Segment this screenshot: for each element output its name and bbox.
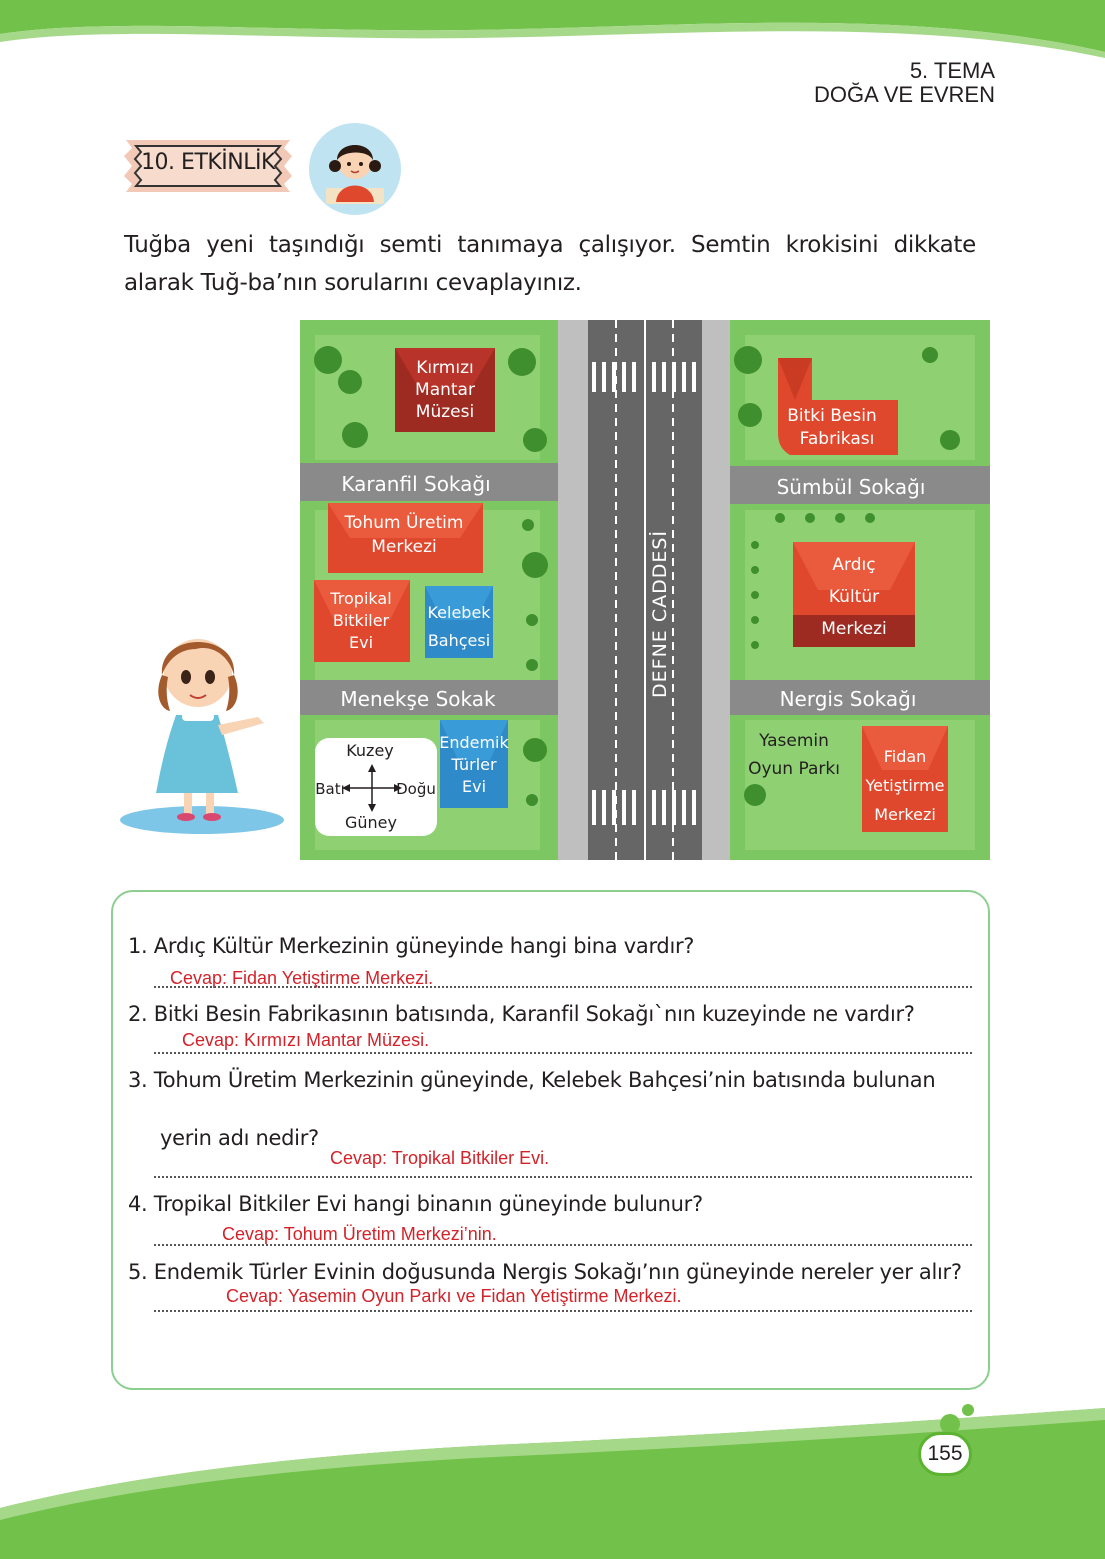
- svg-text:Endemik: Endemik: [439, 733, 509, 752]
- svg-text:Yetiştirme: Yetiştirme: [865, 776, 945, 795]
- sumbul-street-label: Sümbül Sokağı: [776, 475, 926, 499]
- tropikal-bitkiler-evi-building: [314, 580, 410, 662]
- svg-text:Merkezi: Merkezi: [821, 619, 887, 639]
- compass-north: Kuzey: [346, 741, 394, 760]
- kirmizi-mantar-muzesi-building: [395, 348, 495, 432]
- kelebek-bahcesi-building: [425, 586, 493, 658]
- answer-line-4: [154, 1244, 972, 1246]
- question-5: 5. Endemik Türler Evinin doğusunda Nergis Sokağı’nın güneyinde nereler yer alır?: [128, 1260, 962, 1284]
- yasemin-park-label-2: Oyun Parkı: [748, 759, 840, 779]
- answer-line-2: [154, 1052, 972, 1054]
- svg-text:Merkezi: Merkezi: [874, 805, 936, 824]
- svg-text:Bitkiler: Bitkiler: [332, 611, 390, 630]
- svg-text:Tropikal: Tropikal: [330, 589, 392, 608]
- neighborhood-map: [300, 320, 990, 860]
- nergis-street-label: Nergis Sokağı: [779, 687, 917, 711]
- svg-text:Müzesi: Müzesi: [415, 402, 475, 422]
- girl-illustration: [118, 615, 298, 835]
- svg-text:Kelebek: Kelebek: [427, 603, 491, 622]
- answer-3: Cevap: Tropikal Bitkiler Evi.: [330, 1148, 550, 1168]
- girl-writing-avatar: [308, 122, 402, 216]
- menekse-street-label: Menekşe Sokak: [340, 687, 496, 711]
- svg-text:Türler: Türler: [451, 755, 497, 774]
- ardic-kultur-merkezi-building: [793, 542, 915, 647]
- answer-4: Cevap: Tohum Üretim Merkezi’nin.: [222, 1224, 497, 1244]
- karanfil-street-label: Karanfil Sokağı: [341, 472, 491, 496]
- answer-2: Cevap: Kırmızı Mantar Müzesi.: [182, 1030, 430, 1050]
- svg-text:Tohum Üretim: Tohum Üretim: [344, 513, 464, 533]
- endemik-turler-evi-building: [439, 720, 509, 808]
- main-street-label: DEFNE CADDESİ: [649, 529, 671, 698]
- svg-text:Bahçesi: Bahçesi: [427, 631, 491, 650]
- answer-line-3: [154, 1176, 972, 1178]
- theme-title: DOĞA VE EVREN: [814, 82, 995, 107]
- svg-text:Kırmızı: Kırmızı: [416, 358, 474, 378]
- svg-text:Evi: Evi: [348, 633, 374, 652]
- question-4: 4. Tropikal Bitkiler Evi hangi binanın güneyinde bulunur?: [128, 1192, 703, 1216]
- fidan-yetistirme-merkezi-building: [862, 726, 948, 832]
- question-3: 3. Tohum Üretim Merkezinin güneyinde, Kelebek Bahçesi’nin batısında bulunan: [128, 1068, 936, 1092]
- svg-text:Mantar: Mantar: [415, 380, 475, 400]
- compass-west: Batı: [315, 780, 345, 798]
- svg-text:Fabrikası: Fabrikası: [799, 429, 875, 449]
- tohum-uretim-merkezi-building: [328, 503, 483, 573]
- activity-label: 10. ETKİNLİK: [141, 150, 275, 175]
- answer-5: Cevap: Yasemin Oyun Parkı ve Fidan Yetiştirme Merkezi.: [226, 1286, 682, 1306]
- svg-text:Evi: Evi: [461, 777, 487, 796]
- question-1: 1. Ardıç Kültür Merkezinin güneyinde hangi bina vardır?: [128, 934, 695, 958]
- answer-line-5: [154, 1310, 972, 1312]
- svg-text:Kültür: Kültür: [828, 587, 880, 607]
- answer-line-1: [154, 986, 972, 988]
- compass: [315, 738, 437, 836]
- answer-1: Cevap: Fidan Yetiştirme Merkezi.: [170, 968, 434, 988]
- intro-text: Tuğba yeni taşındığı semti tanımaya çalışıyor. Semtin krokisini dikkate alarak Tuğ-ba’nın sorularını cevaplayınız.: [124, 232, 976, 296]
- page-number: 155: [918, 1432, 972, 1476]
- svg-text:Merkezi: Merkezi: [371, 537, 437, 557]
- yasemin-park-label-1: Yasemin: [759, 731, 829, 751]
- svg-text:Fidan: Fidan: [883, 747, 927, 766]
- svg-text:Bitki Besin: Bitki Besin: [787, 406, 877, 426]
- compass-south: Güney: [345, 813, 397, 832]
- theme-number: 5. TEMA: [909, 58, 995, 83]
- compass-east: Doğu: [396, 780, 436, 798]
- question-3-continued: yerin adı nedir?: [160, 1126, 319, 1150]
- question-2: 2. Bitki Besin Fabrikasının batısında, Karanfil Sokağı`nın kuzeyinde ne vardır?: [128, 1002, 915, 1026]
- svg-text:Ardıç: Ardıç: [832, 555, 876, 575]
